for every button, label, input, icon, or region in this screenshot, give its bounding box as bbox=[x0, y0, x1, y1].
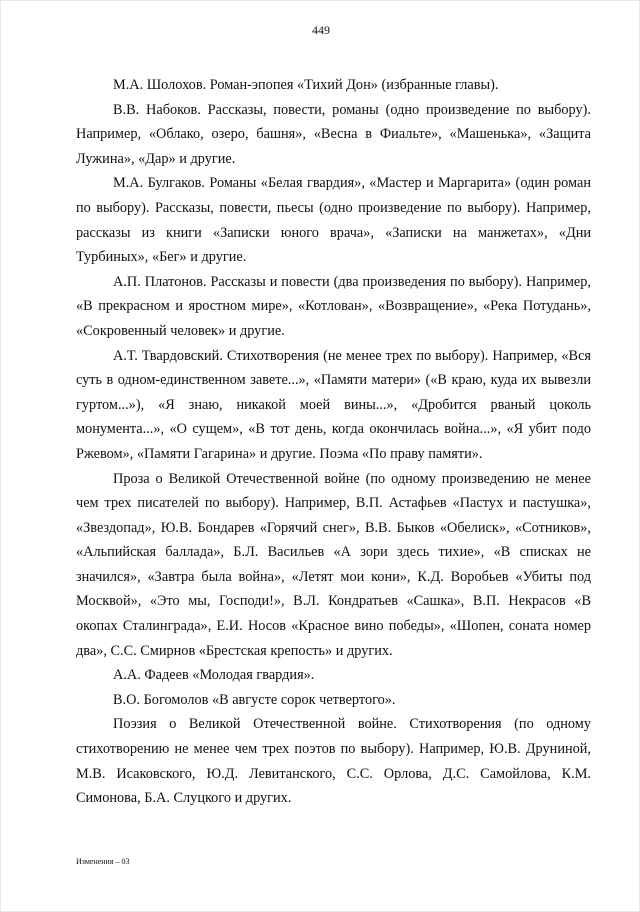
paragraph-war-prose: Проза о Великой Отечественной войне (по одному произведению не менее чем трех писателей по выбору). Например, В.П. Астафьев «Пастух и пастушка», «Звездопад», Ю.В. Бондарев «Горячий снег», В.В. Быков «Обелиск», «Сотников», «Альпийская баллада», Б.Л. Васильев «А зори здесь тихие», «В списках не значился», «Завтра была война», «Летят мои кони», К.Д. Воробьев «Убиты под Москвой», «Это мы, Господи!», В.Л. Кондратьев «Сашка», В.П. Некрасов «В окопах Сталинграда», Е.И. Носов «Красное вино победы», «Шопен, соната номер два», С.С. Смирнов «Брестская крепость» и других. bbox=[76, 470, 591, 659]
paragraph-war-poetry: Поэзия о Великой Отечественной войне. Стихотворения (по одному стихотворению не менее чем трех поэтов по выбору). Например, Ю.В. Друниной, М.В. Исаковского, Ю.Д. Левитанского, С.С. Орлова, Д.С. Самойлова, К.М. Симонова, Б.А. Слуцкого и других. bbox=[76, 716, 591, 807]
page-number: 449 bbox=[312, 23, 330, 37]
paragraph-bulgakov: М.А. Булгаков. Романы «Белая гвардия», «Мастер и Маргарита» (один роман по выбору). Рассказы, повести, пьесы (одно произведение по выбору). Например, рассказы из книги «Записки юного врача», «Записки на манжетах», «Дни Турбиных», «Бег» и другие. bbox=[76, 175, 591, 266]
paragraph-sholokhov: М.А. Шолохов. Роман-эпопея «Тихий Дон» (избранные главы). bbox=[113, 77, 499, 93]
page-body bbox=[76, 73, 591, 811]
paragraph-platonov: А.П. Платонов. Рассказы и повести (два произведения по выбору). Например, «В прекрасном и яростном мире», «Котлован», «Возвращение», «Река Потудань», «Сокровенный человек» и другие. bbox=[76, 273, 591, 339]
paragraph-bogomolov: В.О. Богомолов «В августе сорок четвертого». bbox=[113, 691, 396, 708]
paragraph-nabokov: В.В. Набоков. Рассказы, повести, романы (одно произведение по выбору). Например, «Облако, озеро, башня», «Весна в Фиальте», «Машенька», «Защита Лужина», «Дар» и другие. bbox=[76, 101, 591, 167]
paragraph-fadeev: А.А. Фадеев «Молодая гвардия». bbox=[113, 667, 315, 684]
footer-revision-note: Изменения – 03 bbox=[76, 857, 130, 866]
paragraph-tvardovsky: А.Т. Твардовский. Стихотворения (не менее трех по выбору). Например, «Вся суть в одном-единственном завете...», «Памяти матери» («В краю, куда их вывезли гуртом...»), «Я знаю, никакой моей вины...», «Дробится рваный цоколь монумента...», «О сущем», «В тот день, когда окончилась война...», «Я убит подо Ржевом», «Памяти Гагарина» и другие. Поэма «По праву памяти». bbox=[76, 347, 591, 462]
